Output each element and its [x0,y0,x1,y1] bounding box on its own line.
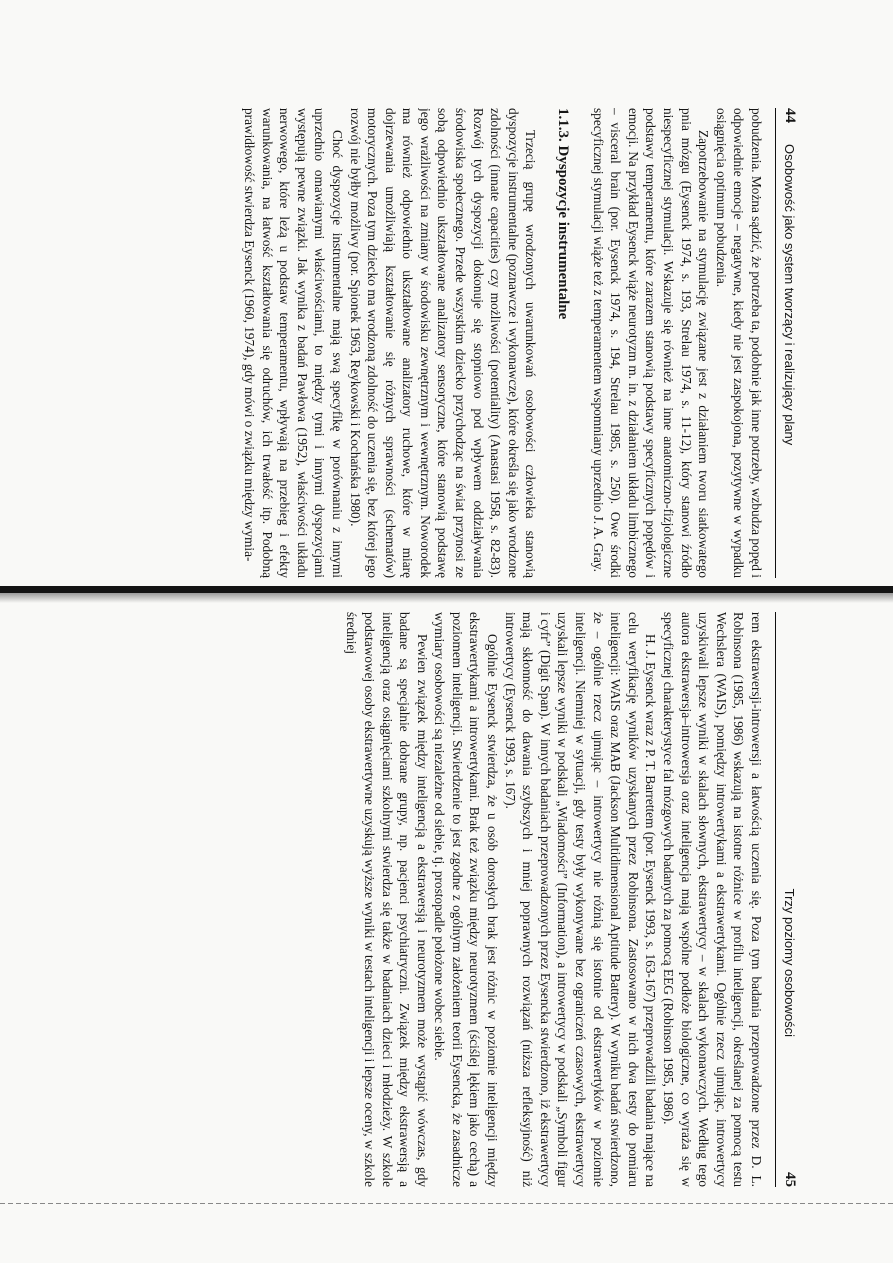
left-page-body [240,108,765,578]
right-running-title: Trzy poziomy osobowości [782,888,797,1037]
right-page-number: 45 [782,1172,798,1187]
right-page-body [343,612,765,1187]
book-gutter [0,586,893,593]
paragraph: Trzecią grupę wrodzonych uwarunkowań osobowości człowieka stanowią dyspozycje instrumentalne (poznawcze i wykonawcze), które określa się jako wrodzone zdolności (innate capacities) czy możliwości (potentiality) (Anastasi 1958, s. 82-83). Rozwój tych dyspozycji dokonuje się stopniowo pod wpływem oddziaływania środowiska społecznego. Przede wszystkim dziecko przychodząc na świat przynosi ze sobą odpowiednio ukształtowane analizatory sensoryczne, które stanowią podstawę jego wrażliwości na zmiany w środowisku zewnętrznym i wewnętrznym. Noworodek ma również odpowiednio ukształtowane analizatory ruchowe, które w miarę dojrzewania umożliwiają kształtowanie się różnych sprawności (schematów) motorycznych. Poza tym dziecko ma wrodzoną zdolność do uczenia się, bez której jego rozwój nie byłby możliwy (por. Spionek 1963, Reykowski i Kochańska 1980). [347,108,539,578]
left-page [80,108,800,578]
page-edge-rule [0,1203,893,1204]
paragraph: rem ekstrawersji-introwersji a łatwością uczenia się. Poza tym badania przeprowadzone przez D. L. Robinsona (1985, 1986) wskazują na istotne różnice w profilu inteligencji, określanej za pomocą testu Wechslera (WAIS), pomiędzy introwertykami a ekstrawertykami. Ogólnie rzecz ujmując, introwertycy uzyskiwali lepsze wyniki w skalach słownych, ekstrawertycy – w skalach wykonawczych. Według tego autora ekstrawersja–introwersja oraz inteligencja mają wspólne podłoże biologiczne, co wyraża się w specyficznej charakterystyce fal mózgowych badanych za pomocą EEG (Robinson 1985, 1986). [661,612,764,1187]
left-page-number: 44 [782,108,798,123]
section-heading: 1.1.3. Dyspozycje instrumentalne [555,108,572,320]
paragraph: pobudzenia. Można sądzić, że potrzeba ta, podobnie jak inne potrzeby, wzbudza popęd i odpowiednie emocje – negatywne, kiedy nie jest zaspokojona, pozytywne w wypadku osiągnięcia optimum pobudzenia. [713,108,764,578]
right-page [60,612,800,1187]
paragraph: Zapotrzebowanie na stymulację związane jest z działaniem tworu siatkowatego pnia mózgu (Eysenck 1974, s. 193, Strelau 1974, s. 11-12), który stanowi źródło niespecyficznej stymulacji. Wskazuje się również na inne anatomiczno-fizjologiczne podstawy temperamentu, które zarazem stanowią podstawy specyficznych popędów i emocji. Na przykład Eysenck wiąże neurotyzm m. in. z działaniem układu limbicznego – visceral brain (por. Eysenck 1974, s. 194, Strelau 1985, s. 250). Owe środki specyficznej stymulacji wiąże też z temperamentem wspomniany uprzednio J. A. Gray. [590,108,712,578]
paragraph: Pewien związek między inteligencją a ekstrawersją i neurotyzmem może wystąpić wówczas, gdy badane są specjalnie dobrane grupy, np. pacjenci psychiatryczni. Związek między ekstrawersją a inteligencją oraz osiągnięciami szkolnymi stwierdza się także w badaniach dzieci i młodzieży. W szkole podstawowej osoby ekstrawertywne uzyskują wyższe wyniki w testach inteligencji i lepsze oceny, w szkole średniej [344,612,430,1187]
right-running-head [775,612,800,1187]
gutter-shadow [0,593,893,603]
paragraph: H. J. Eysenck wraz z P. T. Barrettem (por. Eysenck 1993, s. 163-167) przeprowadzili badania mające na celu weryfikację wyników uzyskanych przez Robinsona. Zastosowano w nich dwa testy do pomiaru inteligencji: WAIS oraz MAB (Jackson Multidimensional Aptitude Battery). W wyniku badań stwierdzono, że – ogólnie rzecz ujmując – introwertycy nie różnią się istotnie od ekstrawertyków w poziomie inteligencji. Niemniej w sytuacji, gdy testy były wykonywane bez ograniczeń czasowych, ekstrawertycy uzyskali lepsze wyniki w podskali „Wiadomości” (Information), a introwertycy w podskali „Symboli figur i cyfr” (Digit Span). W innych badaniach przeprowadzonych przez Eysencka stwierdzono, iż ekstrawertycy mają skłonność do dawania szybszych i mniej poprawnych rozwiązań (niższa refleksyjność) niż introwertycy (Eysenck 1993, s. 167). [502,612,659,1187]
left-running-head [775,108,800,578]
paragraph: Choć dyspozycje instrumentalne mają swą specyfikę w porównaniu z innymi uprzednio omawianymi właściwościami, to między tymi i innymi dyspozycjami występują pewne związki. Jak wynika z badań Pawłowa (1952), właściwości układu nerwowego, które leżą u podstaw temperamentu, wpływają na przebieg i efekty warunkowania, na łatwość kształtowania się odruchów, ich trwałość itp. Podobną prawidłowość stwierdza Eysenck (1960, 1974), gdy mówi o związku między wymia- [241,108,345,578]
paragraph: Ogólnie Eysenck stwierdza, że u osób dorosłych brak jest różnic w poziomie inteligencji między ekstrawertykami a introwertykami. Brak też związku między neurotyzmem (ściślej lękiem jako cechą) a poziomem inteligencji. Stwierdzenie to jest zgodne z ogólnym założeniem teorii Eysencka, że zasadnicze wymiary osobowości są niezależne od siebie, tj. prostopadle położone wobec siebie. [432,612,501,1187]
left-running-title: Osobowość jako system tworzący i realizujący plany [782,144,797,446]
